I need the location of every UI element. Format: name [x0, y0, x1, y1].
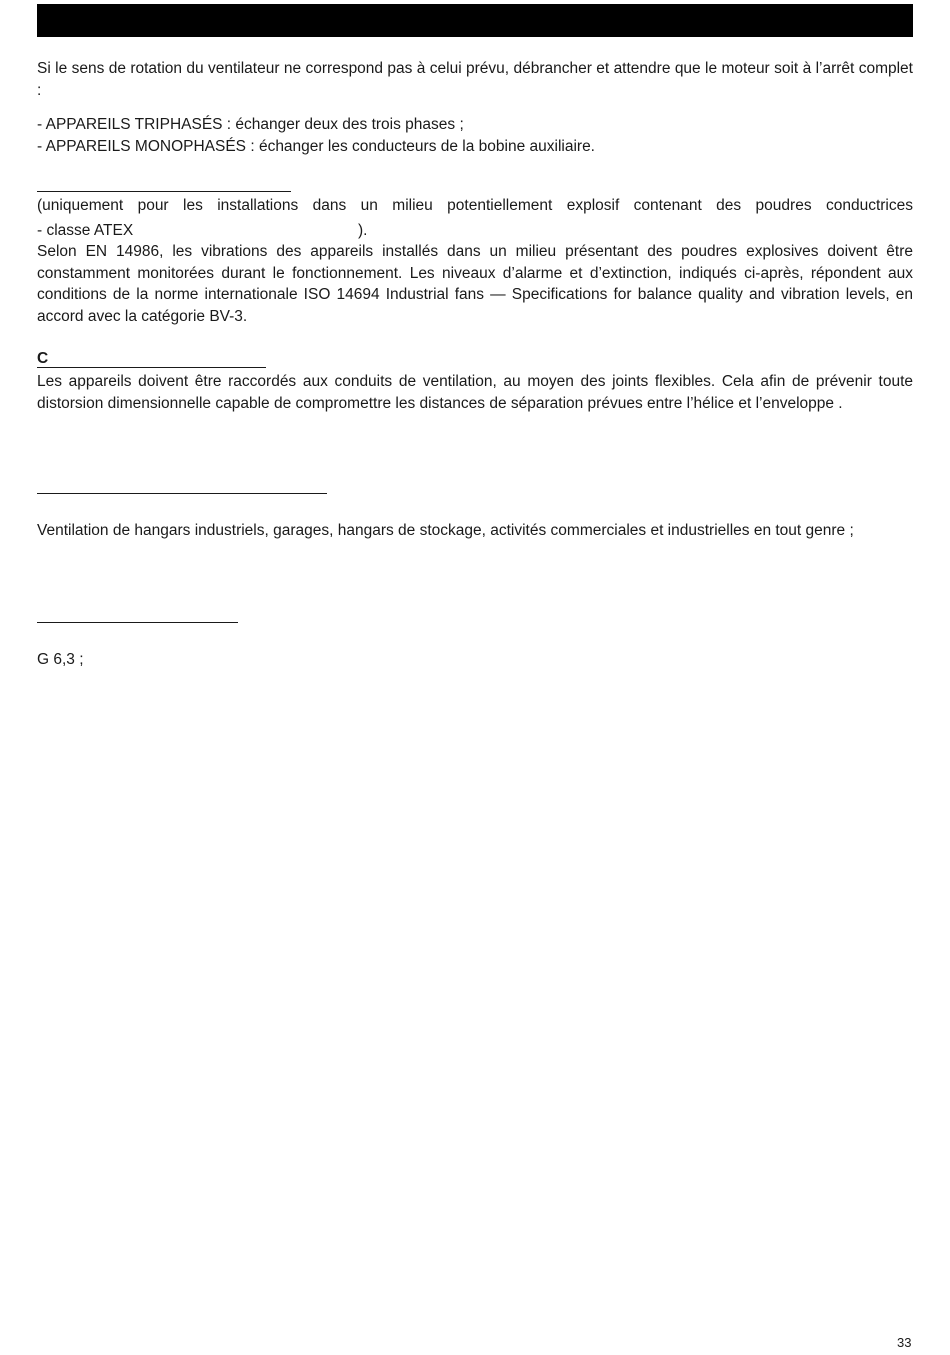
rotation-intro-text: Si le sens de rotation du ventilateur ne correspond pas à celui prévu, débrancher et attendre que le moteur soit à l’arrêt complet : — [37, 60, 913, 99]
atex-suffix: ). — [358, 221, 368, 239]
atex-prefix: - classe ATEX — [37, 221, 134, 239]
usage-paragraph-text: Ventilation de hangars industriels, garages, hangars de stockage, activités commerciales et industrielles en tout genre ; — [37, 522, 854, 539]
heading-rule-balance — [37, 622, 238, 623]
balance-grade-text: G 6,3 ; — [37, 651, 84, 668]
list-item-monophase: - APPAREILS MONOPHASÉS : échanger les conducteurs de la bobine auxiliaire. — [37, 137, 595, 155]
list-item-triphase: - APPAREILS TRIPHASÉS : échanger deux des trois phases ; — [37, 116, 464, 133]
vibration-paragraph: Selon EN 14986, les vibrations des appareils installés dans un milieu présentant des poudres explosives doivent être constamment monitorées durant le fonctionnement. Les niveaux d’alarme et d’extinction, indiqués ci-après, répondent aux conditions de la norme internationale ISO 14694 Industrial fans — Specifications for balance quality and vibration levels, en accord avec la catégorie BV-3. — [37, 243, 913, 325]
connection-paragraph — [37, 371, 913, 414]
vibration-block — [37, 195, 913, 327]
heading-rule-connection — [37, 367, 266, 368]
rotation-intro — [37, 58, 913, 101]
balance-grade — [37, 649, 913, 671]
usage-paragraph — [37, 520, 913, 542]
vibration-scope-line: (uniquement pour les installations dans un milieu potentiellement explosif contenant des poudres conductrices — [37, 197, 913, 214]
connection-heading: C — [37, 350, 49, 367]
heading-rule-usage — [37, 493, 327, 494]
rotation-items — [37, 114, 913, 157]
connection-paragraph-text: Les appareils doivent être raccordés aux conduits de ventilation, au moyen des joints flexibles. Cela afin de prévenir toute distorsion dimensionnelle capable de compromettre les distances de séparation prévues entre l’hélice et l’enveloppe . — [37, 373, 913, 412]
heading-rule-vibration — [37, 191, 291, 192]
atex-line — [37, 220, 913, 242]
page-number: 33 — [897, 1335, 912, 1350]
section-header-bar — [37, 4, 913, 37]
